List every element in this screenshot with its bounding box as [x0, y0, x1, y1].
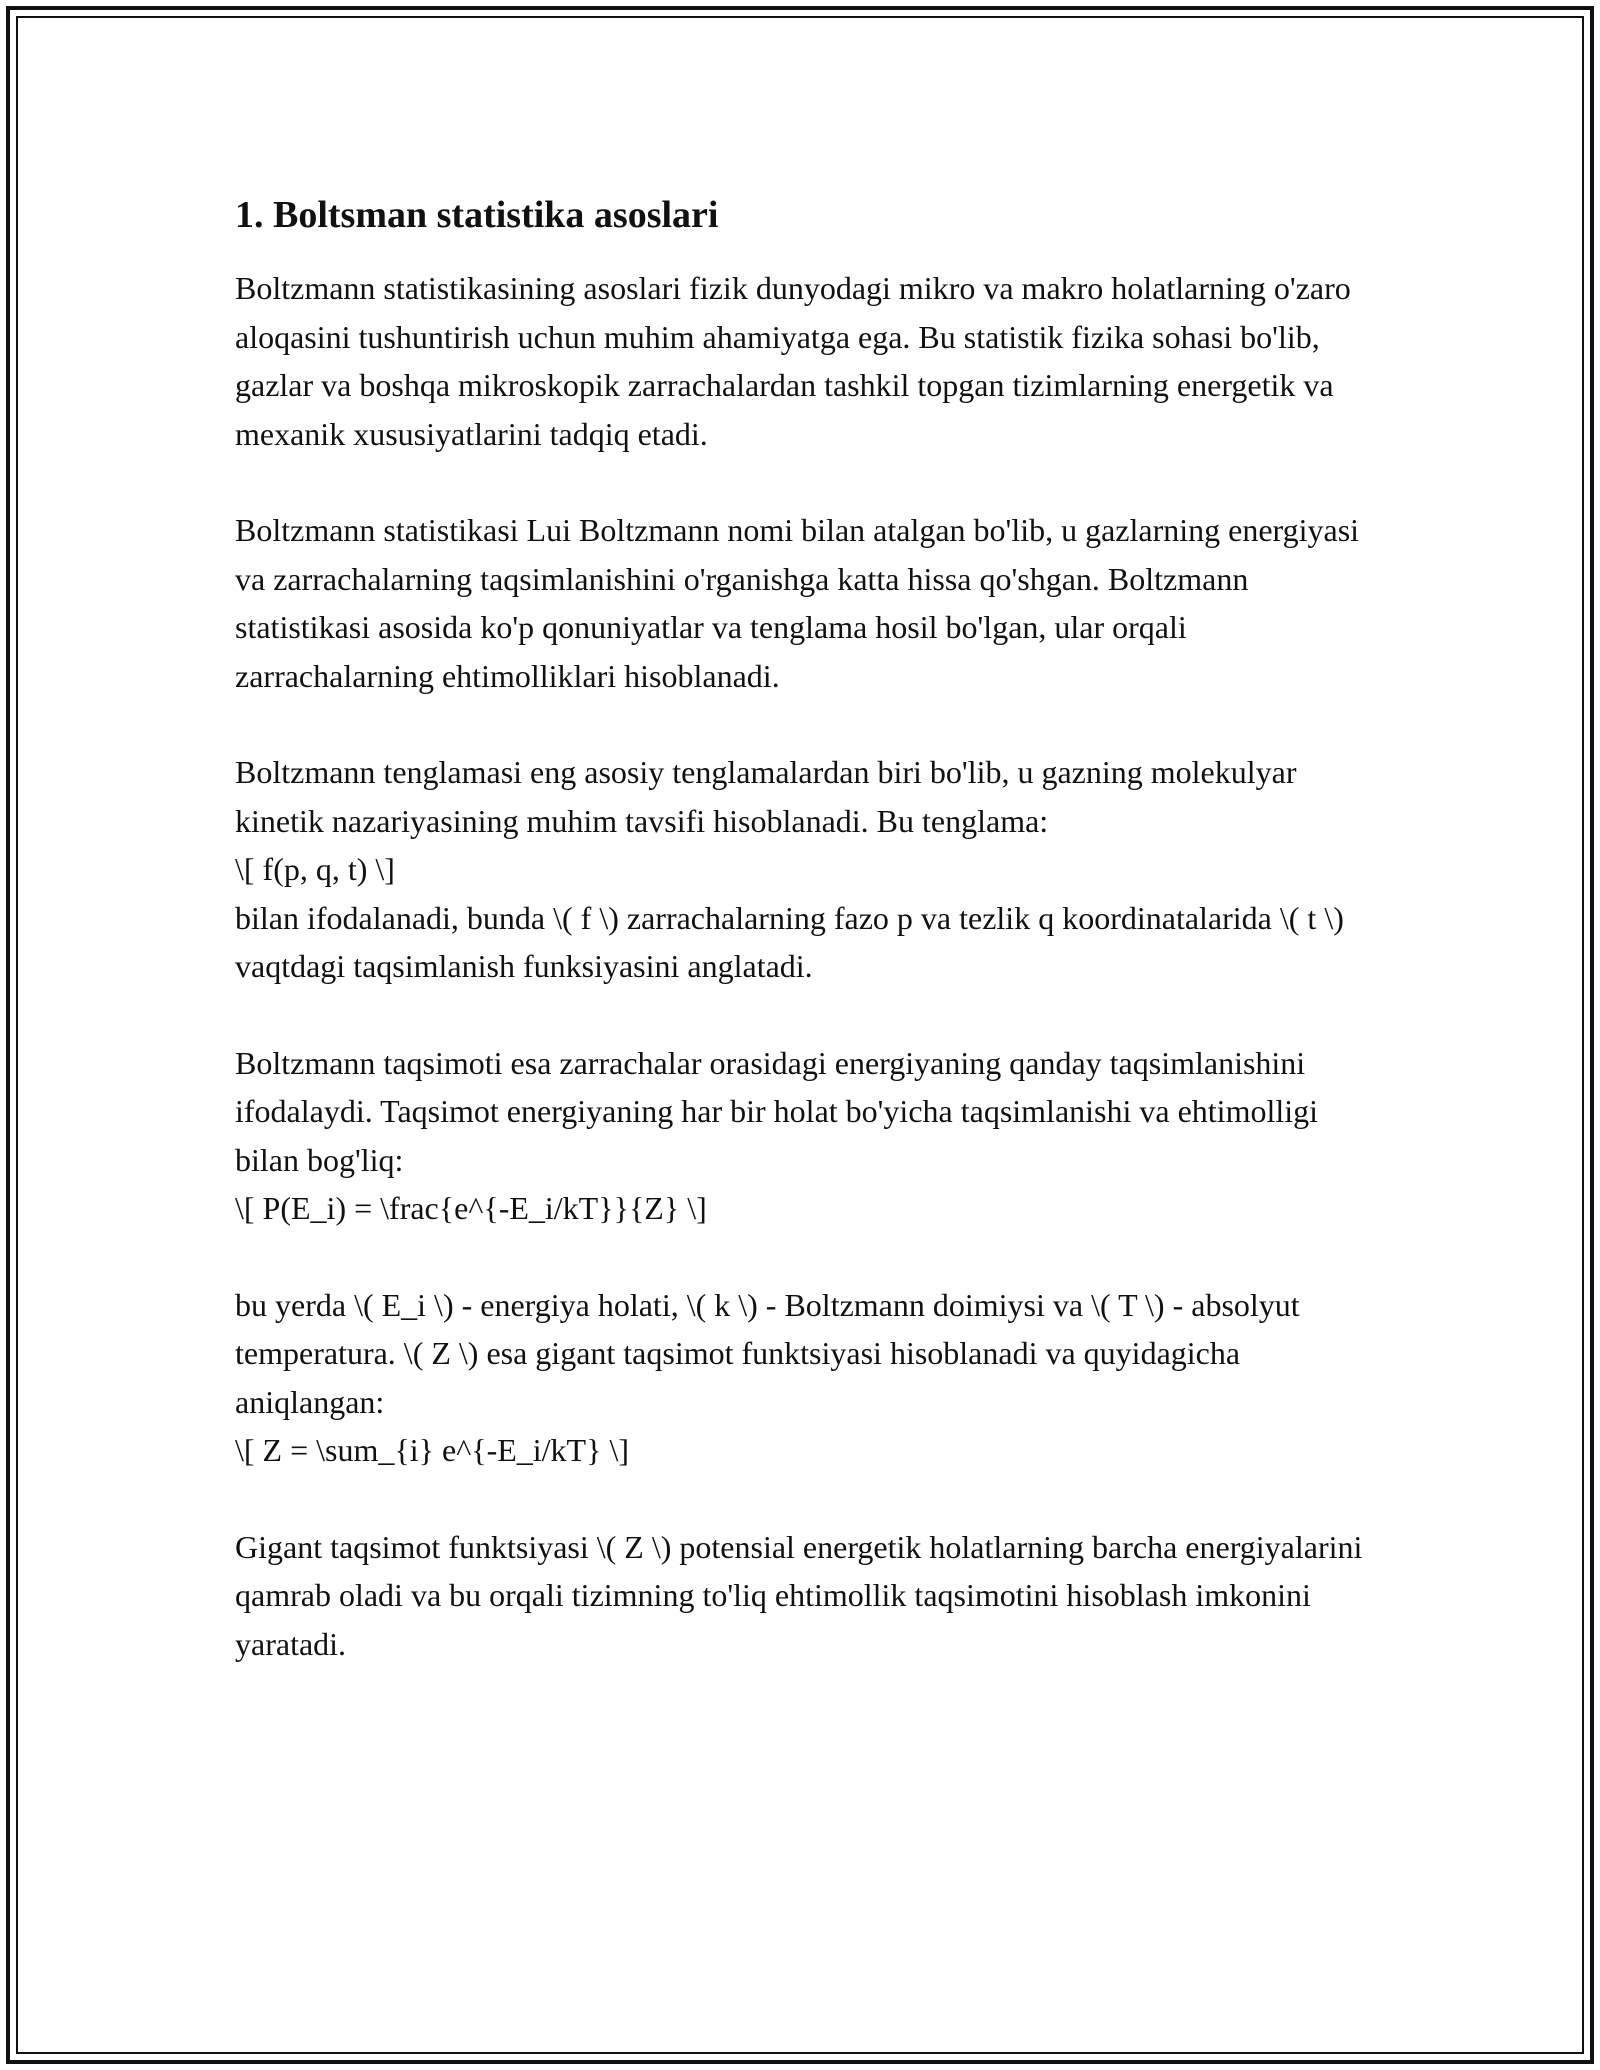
formula-partition-function: \[ Z = \sum_{i} e^{-E_i/kT} \]	[235, 1432, 629, 1468]
section-title: 1. Boltsman statistika asoslari	[235, 194, 719, 236]
paragraph-variables: bu yerda \( E_i \) - energiya holati, \( k \) - Boltzmann doimiysi va \( T \) - absolyut temperatura. \( Z \) esa gigant taqsimot funktsiyasi hisoblanadi va quyidagicha aniqlangan:	[235, 1286, 1300, 1420]
paragraph-history: Boltzmann statistikasi Lui Boltzmann nomi bilan atalgan bo'lib, u gazlarning energiyasi va zarrachalarning taqsimlanishini o'rganishga katta hissa qo'shgan. Boltzmann statistikasi asosida ko'p qonuniyatlar va tenglama hosil bo'lgan, ular orqali zarrachalarning ehtimolliklari hisoblanadi.	[235, 512, 1360, 694]
document-body	[235, 190, 1370, 1668]
paragraph-equation-intro: Boltzmann tenglamasi eng asosiy tenglamalardan biri bo'lib, u gazning molekulyar kinetik nazariyasining muhim tavsifi hisoblanadi. Bu tenglama:	[235, 754, 1297, 839]
paragraph-conclusion: Gigant taqsimot funktsiyasi \( Z \) potensial energetik holatlarning barcha energiyalarini qamrab oladi va bu orqali tizimning to'liq ehtimollik taqsimotini hisoblash imkonini yaratadi.	[235, 1528, 1363, 1662]
formula-probability: \[ P(E_i) = \frac{e^{-E_i/kT}}{Z} \]	[235, 1190, 707, 1226]
paragraph-intro: Boltzmann statistikasining asoslari fizik dunyodagi mikro va makro holatlarning o'zaro aloqasini tushuntirish uchun muhim ahamiyatga ega. Bu statistik fizika sohasi bo'lib, gazlar va boshqa mikroskopik zarrachalardan tashkil topgan tizimlarning energetik va mexanik xususiyatlarini tadqiq etadi.	[235, 270, 1351, 452]
formula-distribution-function: \[ f(p, q, t) \]	[235, 851, 395, 887]
paragraph-equation-explanation: bilan ifodalanadi, bunda \( f \) zarrachalarning fazo p va tezlik q koordinatalarida \( t \) vaqtdagi taqsimlanish funksiyasini anglatadi.	[235, 899, 1344, 984]
paragraph-distribution-intro: Boltzmann taqsimoti esa zarrachalar orasidagi energiyaning qanday taqsimlanishini ifodalaydi. Taqsimot energiyaning har bir holat bo'yicha taqsimlanishi va ehtimolligi bilan bog'liq:	[235, 1044, 1319, 1178]
